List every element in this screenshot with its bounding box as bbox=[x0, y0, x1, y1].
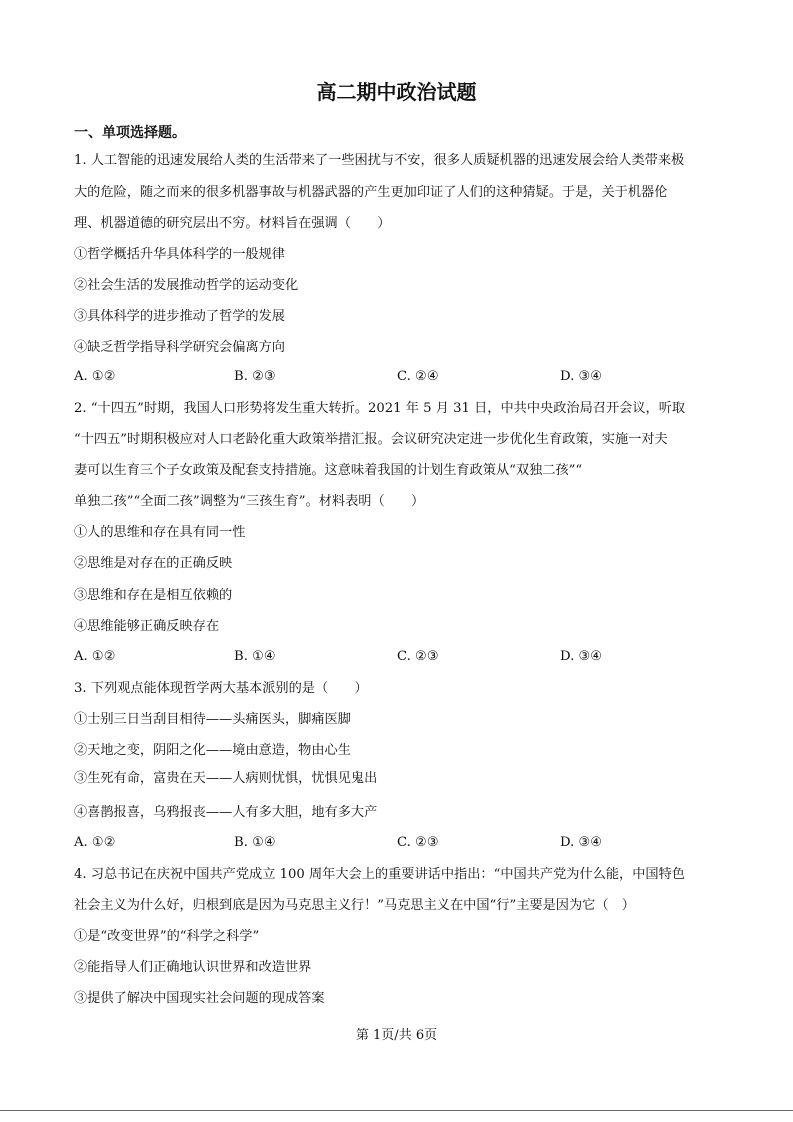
q3-option-b: B. ①④ bbox=[234, 835, 276, 850]
section-heading: 一、单项选择题。 bbox=[74, 125, 186, 141]
page-number: 第 1页/共 6页 bbox=[355, 1028, 438, 1043]
q2-option-c: C. ②③ bbox=[397, 649, 439, 664]
q1-option-c: C. ②④ bbox=[397, 369, 439, 384]
q4-stem-line-2: 社会主义为什么好，归根到底是因为马克思主义行！”马克思主义在中国“行”主要是因为它（ ） bbox=[74, 898, 635, 913]
q2-option-d: D. ③④ bbox=[560, 649, 603, 664]
q1-item-4: ④缺乏哲学指导科学研究会偏离方向 bbox=[74, 340, 285, 355]
q3-options bbox=[74, 835, 734, 853]
q3-item-1: ①士别三日当刮目相待——头痛医头，脚痛医脚 bbox=[74, 712, 351, 727]
q3-option-a: A. ①② bbox=[74, 835, 116, 850]
q1-item-3: ③具体科学的进步推动了哲学的发展 bbox=[74, 309, 285, 324]
q2-stem-line-3: 妻可以生育三个子女政策及配套支持措施。这意味着我国的计划生育政策从“双独二孩”“ bbox=[74, 463, 583, 478]
q2-item-3: ③思维和存在是相互依赖的 bbox=[74, 588, 233, 603]
bottom-divider bbox=[0, 1110, 793, 1111]
q4-stem-line-1: 4. 习总书记在庆祝中国共产党成立 100 周年大会上的重要讲话中指出：“中国共产党为什么能，中国特色 bbox=[74, 867, 685, 882]
q3-stem-line-1: 3. 下列观点能体现哲学两大基本派别的是（ ） bbox=[74, 681, 368, 696]
q1-stem-line-3: 理、机器道德的研究层出不穷。材料旨在强调（ ） bbox=[74, 216, 391, 231]
q1-option-b: B. ②③ bbox=[234, 369, 276, 384]
page-title: 高二期中政治试题 bbox=[316, 80, 477, 104]
q2-item-2: ②思维是对存在的正确反映 bbox=[74, 556, 233, 571]
q1-item-2: ②社会生活的发展推动哲学的运动变化 bbox=[74, 278, 299, 293]
q2-stem-line-1: 2. “十四五”时期，我国人口形势将发生重大转折。2021 年 5 月 31 日，中共中央政治局召开会议，听取 bbox=[74, 401, 686, 416]
q4-item-2: ②能指导人们正确地认识世界和改造世界 bbox=[74, 960, 312, 975]
q2-option-b: B. ①④ bbox=[234, 649, 276, 664]
q1-stem-line-2: 大的危险，随之而来的很多机器事故与机器武器的产生更加印证了人们的这种猜疑。于是，关于机器伦 bbox=[74, 185, 668, 200]
q1-option-d: D. ③④ bbox=[560, 369, 603, 384]
q1-item-1: ①哲学概括升华具体科学的一般规律 bbox=[74, 247, 285, 262]
q2-option-a: A. ①② bbox=[74, 649, 116, 664]
q1-option-a: A. ①② bbox=[74, 369, 116, 384]
q3-item-2: ②天地之变，阴阳之化——境由意造，物由心生 bbox=[74, 743, 351, 758]
q1-stem-line-1: 1. 人工智能的迅速发展给人类的生活带来了一些困扰与不安，很多人质疑机器的迅速发展会给人类带来极 bbox=[74, 153, 685, 168]
q4-item-1: ①是“改变世界”的“科学之科学” bbox=[74, 929, 260, 944]
q2-item-4: ④思维能够正确反映存在 bbox=[74, 619, 220, 634]
q2-stem-line-2: “十四五”时期积极应对人口老龄化重大政策举措汇报。会议研究决定进一步优化生育政策，实施一对夫 bbox=[74, 432, 668, 447]
q3-option-d: D. ③④ bbox=[560, 835, 603, 850]
q4-item-3: ③提供了解决中国现实社会问题的现成答案 bbox=[74, 991, 325, 1006]
q3-option-c: C. ②③ bbox=[397, 835, 439, 850]
q1-options bbox=[74, 369, 734, 387]
q3-item-3: ③生死有命，富贵在天——人病则忧惧，忧惧见鬼出 bbox=[74, 771, 378, 786]
q2-options bbox=[74, 649, 734, 667]
q2-stem-line-4: 单独二孩”“全面二孩”调整为“三孩生育”。材料表明（ ） bbox=[74, 494, 425, 509]
q3-item-4: ④喜鹊报喜，乌鸦报丧——人有多大胆，地有多大产 bbox=[74, 805, 378, 820]
q2-item-1: ①人的思维和存在具有同一性 bbox=[74, 525, 246, 540]
